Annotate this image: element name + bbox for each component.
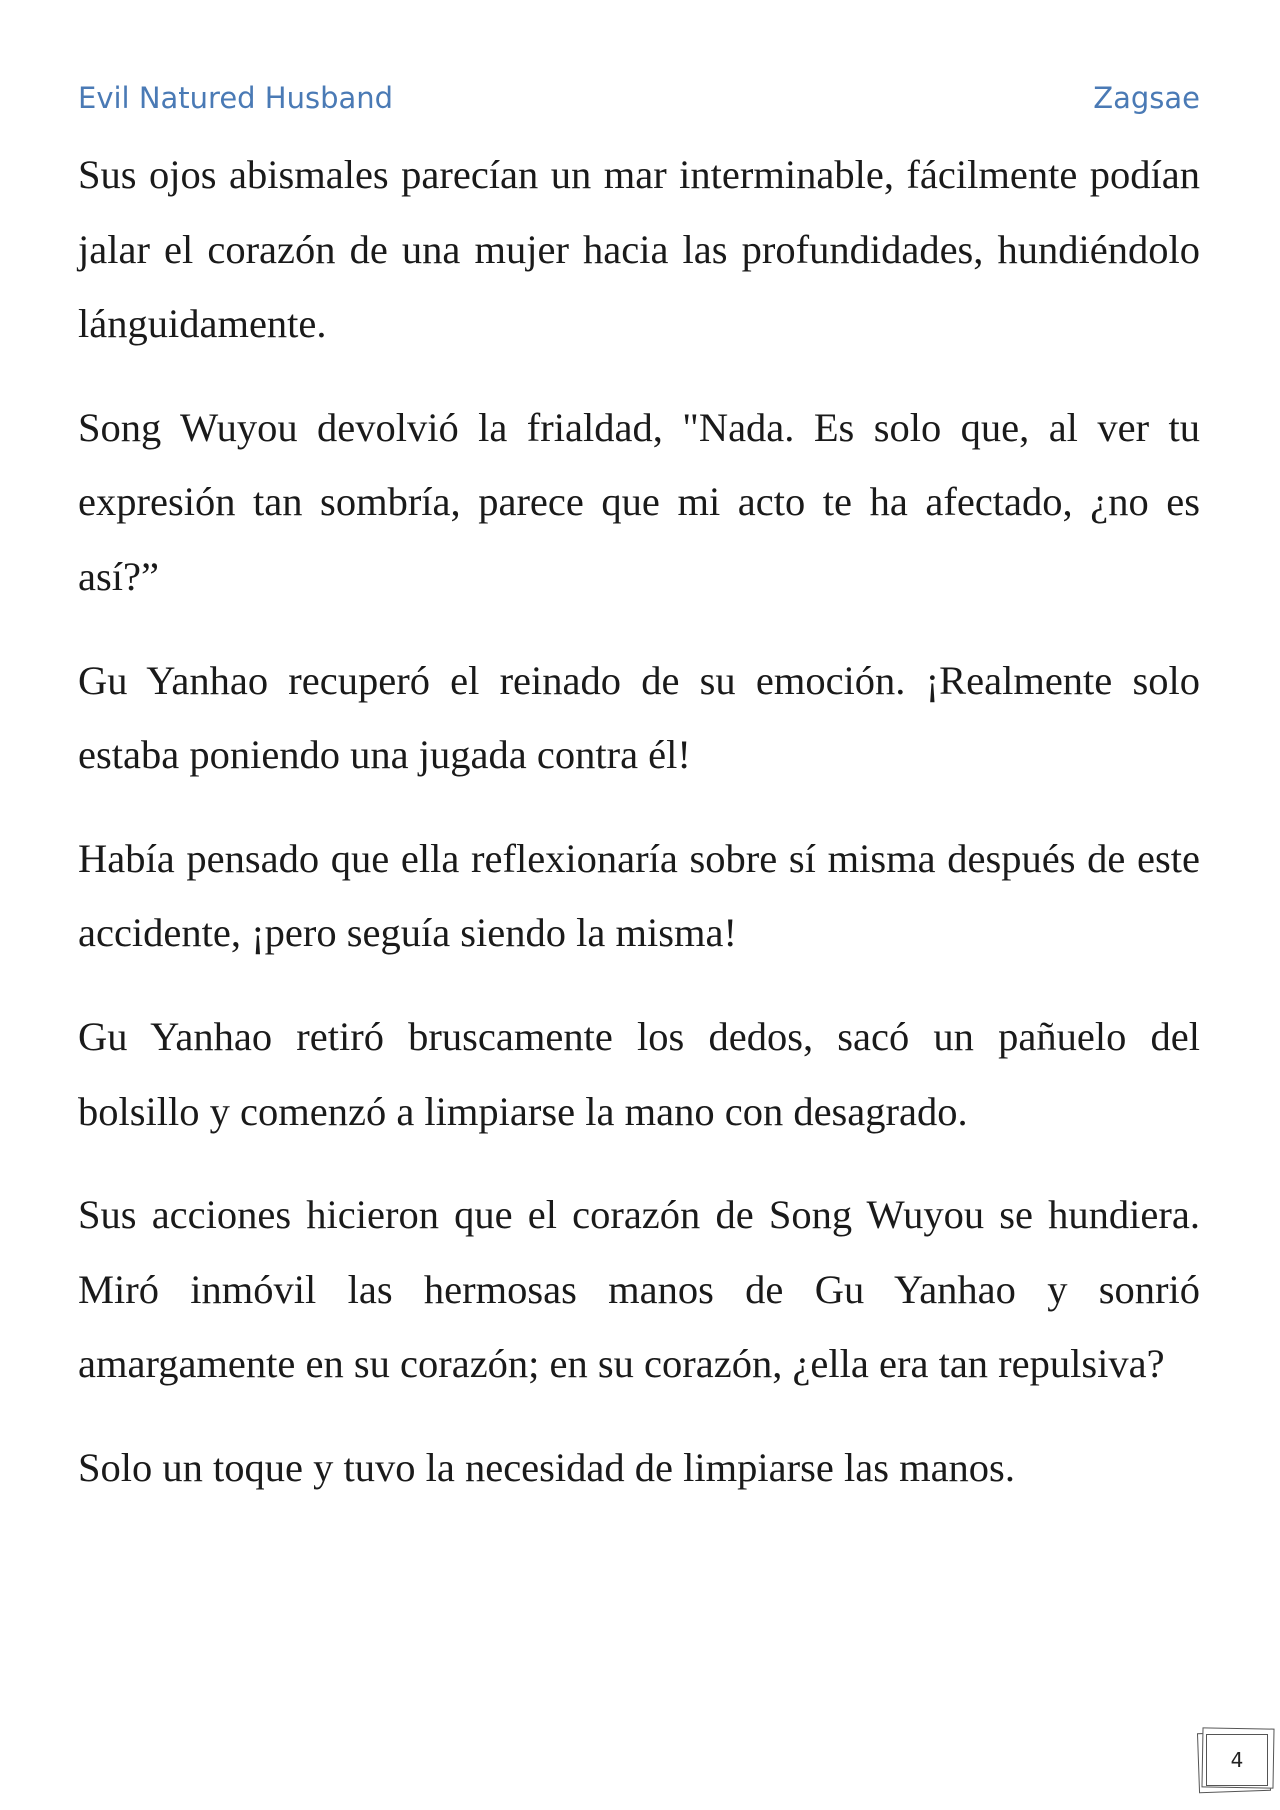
body-text (78, 138, 1200, 1535)
paragraph: Sus acciones hicieron que el corazón de Song Wuyou se hundiera. Miró inmóvil las hermosas manos de Gu Yanhao y sonrió amargamente en su corazón; en su corazón, ¿ella era tan repulsiva? (78, 1192, 1200, 1387)
paragraph: Gu Yanhao recuperó el reinado de su emoción. ¡Realmente solo estaba poniendo una jugada contra él! (78, 657, 1200, 778)
page-header (78, 78, 1200, 118)
page-number: 4 (1206, 1734, 1268, 1786)
paragraph: Solo un toque y tuvo la necesidad de limpiarse las manos. (78, 1444, 1015, 1490)
paragraph: Song Wuyou devolvió la frialdad, "Nada. Es solo que, al ver tu expresión tan sombría, parece que mi acto te ha afectado, ¿no es así?” (78, 404, 1200, 599)
paragraph: Sus ojos abismales parecían un mar interminable, fácilmente podían jalar el corazón de una mujer hacia las profundidades, hundiéndolo lánguidamente. (78, 152, 1200, 347)
page-number-box (1198, 1728, 1274, 1790)
author-name: Zagsae (1093, 81, 1200, 115)
paragraph: Gu Yanhao retiró bruscamente los dedos, sacó un pañuelo del bolsillo y comenzó a limpiarse la mano con desagrado. (78, 1013, 1200, 1134)
paragraph: Había pensado que ella reflexionaría sobre sí misma después de este accidente, ¡pero seguía siendo la misma! (78, 835, 1200, 956)
book-title: Evil Natured Husband (78, 81, 394, 115)
